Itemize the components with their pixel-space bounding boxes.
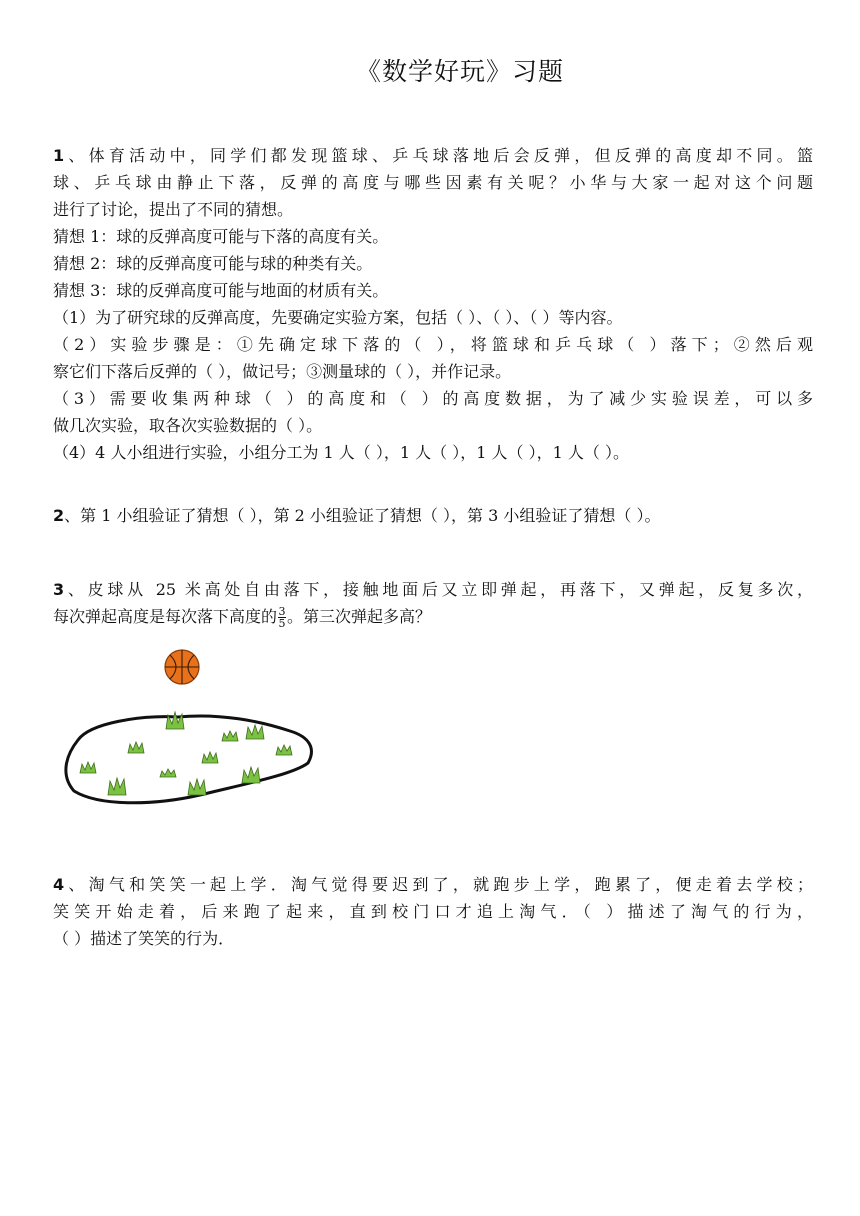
q1-part-3a: （3）需要收集两种球（ ）的高度和（ ）的高度数据，为了减少实验误差，可以多 bbox=[53, 389, 813, 408]
q4-text-1: 、淘气和笑笑一起上学．淘气觉得要迟到了，就跑步上学，跑累了，便走着去学校； bbox=[64, 875, 813, 894]
q2-text: 、第 1 小组验证了猜想（ ），第 2 小组验证了猜想（ ），第 3 小组验证了猜想（ ）。 bbox=[64, 506, 661, 525]
q3-text-1: 、皮球从 25 米高处自由落下，接触地面后又立即弹起，再落下，又弹起，反复多次， bbox=[64, 580, 813, 599]
guess-2: 猜想 2：球的反弹高度可能与球的种类有关。 bbox=[53, 254, 373, 273]
q3-text-2: 每次弹起高度是每次落下高度的 bbox=[53, 607, 278, 626]
question-4 bbox=[53, 871, 813, 952]
fraction-denominator: 5 bbox=[278, 617, 286, 630]
guess-1: 猜想 1：球的反弹高度可能与下落的高度有关。 bbox=[53, 227, 389, 246]
q1-part-2a: （2）实验步骤是：①先确定球下落的（ ），将篮球和乒乓球（ ）落下；②然后观 bbox=[53, 335, 813, 354]
q1-line-2: 球、乒乓球由静止下落，反弹的高度与哪些因素有关呢？小华与大家一起对这个问题 bbox=[53, 173, 813, 192]
q2-number: 2 bbox=[53, 506, 65, 525]
q1-part-3b: 做几次实验，取各次实验数据的（ ）。 bbox=[53, 416, 323, 435]
question-3 bbox=[53, 576, 813, 630]
q3-number: 3 bbox=[53, 580, 65, 599]
q1-text-1: 、体育活动中，同学们都发现篮球、乒乓球落地后会反弹，但反弹的高度却不同。篮 bbox=[64, 146, 813, 165]
ball-bounce-illustration bbox=[60, 645, 320, 815]
fraction-three-fifths bbox=[278, 606, 286, 629]
q1-part-2b: 察它们下落后反弹的（ ），做记号；③测量球的（ ），并作记录。 bbox=[53, 362, 512, 381]
q4-text-2: 笑笑开始走着，后来跑了起来，直到校门口才追上淘气．（ ）描述了淘气的行为， bbox=[53, 902, 813, 921]
q4-text-3: （ ）描述了笑笑的行为． bbox=[53, 929, 235, 948]
q1-part-1: （1）为了研究球的反弹高度，先要确定实验方案，包括（ ）、（ ）、（ ）等内容。 bbox=[53, 308, 623, 327]
q1-line-1 bbox=[53, 142, 813, 169]
q1-part-4: （4）4 人小组进行实验，小组分工为 1 人（ ），1 人（ ），1 人（ ），1 人（ ）。 bbox=[53, 443, 629, 462]
fraction-numerator: 3 bbox=[278, 605, 286, 618]
basketball-icon bbox=[165, 650, 199, 684]
q3-text-3: 。第三次弹起多高？ bbox=[287, 607, 432, 626]
question-1 bbox=[53, 142, 813, 466]
guess-3: 猜想 3：球的反弹高度可能与地面的材质有关。 bbox=[53, 281, 389, 300]
question-2 bbox=[53, 502, 813, 529]
q1-line-3: 进行了讨论，提出了不同的猜想。 bbox=[53, 200, 294, 219]
page-title: 《数学好玩》习题 bbox=[355, 57, 564, 86]
q4-number: 4 bbox=[53, 875, 65, 894]
q1-number: 1 bbox=[53, 146, 65, 165]
